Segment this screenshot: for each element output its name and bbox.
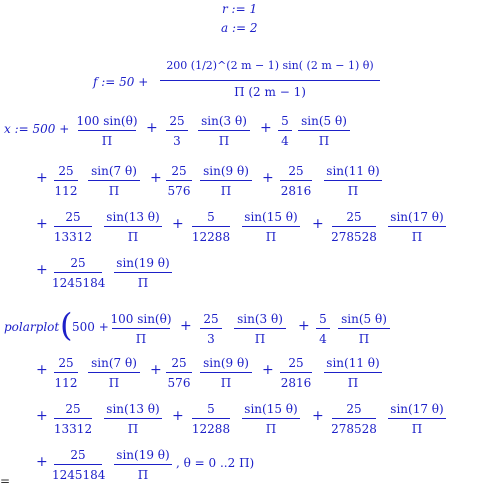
maple-worksheet: r := 1 a := 2 f := 50 + 200 (1/2)^(2 m − 1) sin( (2 m − 1) θ) Π (2 m − 1) x := 500 + 100 sin(θ) Π + 25 3 sin(3 θ) Π + 5 4 sin(5 θ) Π + 25 112 sin(7 θ) Π + 25 576 sin(9 θ) Π + 25 2816 sin(11 θ) Π + 25 13312 sin(13 θ) Π + 5 12288 sin(15 θ) Π + 25 278528 sin(17 θ) Π + 25 1245184 sin(19 θ) Π polarplot ( 500 + 100 sin(θ) Π + 25 3 sin(3 θ) Π + 5 4 sin(5 θ) Π + 25 112 sin(7 θ) Π + 25 576 sin(9 θ) Π + 25 2816 sin(11 θ) Π + 25 13312 sin(13 θ) Π + 5 12288 sin(15 θ) Π + 25 278528 sin(17 θ) Π + 25 1245184 sin(19 θ) Π , θ = 0 ..2 Π) = (0, 0, 489, 491)
f-denominator: Π (2 m − 1) (234, 85, 306, 99)
plus-sign: + (172, 408, 184, 424)
open-paren: ( (60, 306, 73, 344)
term-1-den: Π (101, 134, 113, 148)
plus-sign: + (260, 120, 272, 136)
plus-sign: + (146, 120, 158, 136)
a-assignment: a := 2 (221, 21, 258, 35)
plus-sign: + (172, 216, 184, 232)
x-assignment-prefix: x := 500 + (4, 122, 70, 136)
f-fraction (160, 52, 380, 102)
plus-sign: + (150, 362, 162, 378)
plus-sign: + (312, 216, 324, 232)
polarplot-command: polarplot (4, 320, 60, 334)
plus-sign: + (36, 408, 48, 424)
plus-sign: + (180, 318, 192, 334)
plus-sign: + (36, 362, 48, 378)
plus-sign: + (150, 170, 162, 186)
term-1-num: 100 sin(θ) (76, 114, 138, 128)
f-numerator: 200 (1/2)^(2 m − 1) sin( (2 m − 1) θ) (166, 59, 374, 72)
plus-sign: + (262, 362, 274, 378)
plus-sign: + (262, 170, 274, 186)
plus-sign: + (298, 318, 310, 334)
plus-sign: + (36, 262, 48, 278)
r-assignment: r := 1 (222, 2, 258, 16)
plus-sign: + (36, 216, 48, 232)
input-prompt[interactable]: = (0, 474, 11, 488)
f-assignment-prefix: f := 50 + (93, 75, 149, 89)
f-fraction-bar (160, 80, 380, 81)
plus-sign: + (36, 170, 48, 186)
polar-constant: 500 + (72, 320, 109, 334)
plus-sign: + (312, 408, 324, 424)
theta-range: , θ = 0 ..2 Π) (176, 456, 255, 470)
plus-sign: + (36, 454, 48, 470)
